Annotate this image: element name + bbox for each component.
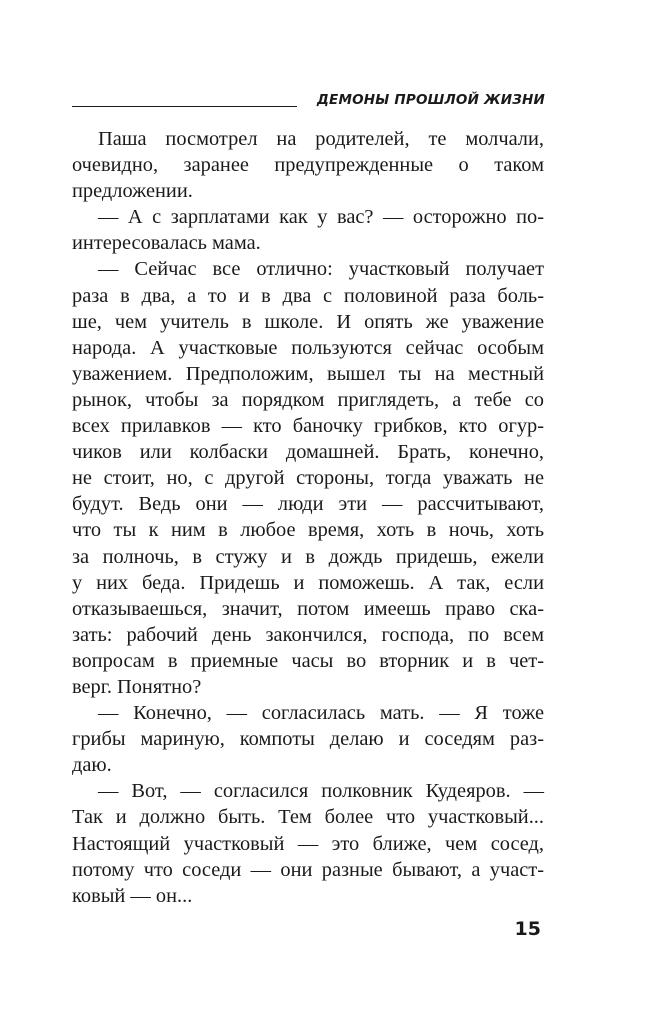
text-line: за полночь, в стужу и в дождь придешь, ежели bbox=[72, 545, 544, 568]
text-line: зать: рабочий день закончился, господа, по всем bbox=[72, 623, 544, 646]
text-line: рынок, чтобы за порядком приглядеть, а тебе со bbox=[72, 388, 544, 411]
text-line: ковый — он... bbox=[72, 884, 193, 907]
text-line: интересовалась мама. bbox=[72, 232, 261, 255]
text-line: не стоит, но, с другой стороны, тогда уважать не bbox=[72, 467, 544, 490]
text-line: предложении. bbox=[72, 180, 193, 203]
text-line: Настоящий участковый — это ближе, чем сосед, bbox=[72, 832, 544, 855]
text-line: — Конечно, — согласилась мать. — Я тоже bbox=[98, 702, 544, 725]
text-line: — Вот, — согласился полковник Кудеяров. — bbox=[98, 780, 544, 803]
text-line: народа. А участковые пользуются сейчас особым bbox=[72, 336, 544, 359]
text-line: вопросам в приемные часы во вторник и в чет- bbox=[72, 649, 544, 672]
body-text bbox=[72, 126, 544, 909]
header-rule bbox=[72, 106, 297, 107]
text-line: будут. Ведь они — люди эти — рассчитывают, bbox=[72, 493, 544, 516]
text-line: — А с зарплатами как у вас? — осторожно по- bbox=[98, 206, 544, 229]
text-line: верг. Понятно? bbox=[72, 675, 202, 698]
text-line: Так и должно быть. Тем более что участковый... bbox=[72, 806, 544, 829]
running-head: ДЕМОНЫ ПРОШЛОЙ ЖИЗНИ bbox=[316, 92, 545, 108]
text-line: всех прилавков — кто баночку грибков, кто огур- bbox=[72, 415, 544, 438]
text-line: у них беда. Придешь и поможешь. А так, если bbox=[72, 571, 544, 594]
page-number: 15 bbox=[514, 918, 541, 940]
text-line: Паша посмотрел на родителей, те молчали, bbox=[98, 128, 544, 150]
text-line: уважением. Предположим, вышел ты на местный bbox=[72, 362, 544, 385]
text-line: ше, чем учитель в школе. И опять же уважение bbox=[72, 310, 544, 333]
text-line: потому что соседи — они разные бывают, а участ- bbox=[72, 858, 544, 881]
text-line: грибы мариную, компоты делаю и соседям раз- bbox=[72, 728, 544, 751]
text-line: даю. bbox=[72, 754, 112, 777]
text-line: что ты к ним в любое время, хоть в ночь, хоть bbox=[72, 519, 544, 542]
text-line: — Сейчас все отлично: участковый получает bbox=[98, 258, 544, 281]
text-line: очевидно, заранее предупрежденные о таком bbox=[72, 154, 544, 177]
text-line: отказываешься, значит, потом имеешь право ска- bbox=[72, 597, 544, 620]
text-line: чиков или колбаски домашней. Брать, конечно, bbox=[72, 441, 544, 464]
text-line: раза в два, а то и в два с половиной раза боль- bbox=[72, 284, 544, 307]
